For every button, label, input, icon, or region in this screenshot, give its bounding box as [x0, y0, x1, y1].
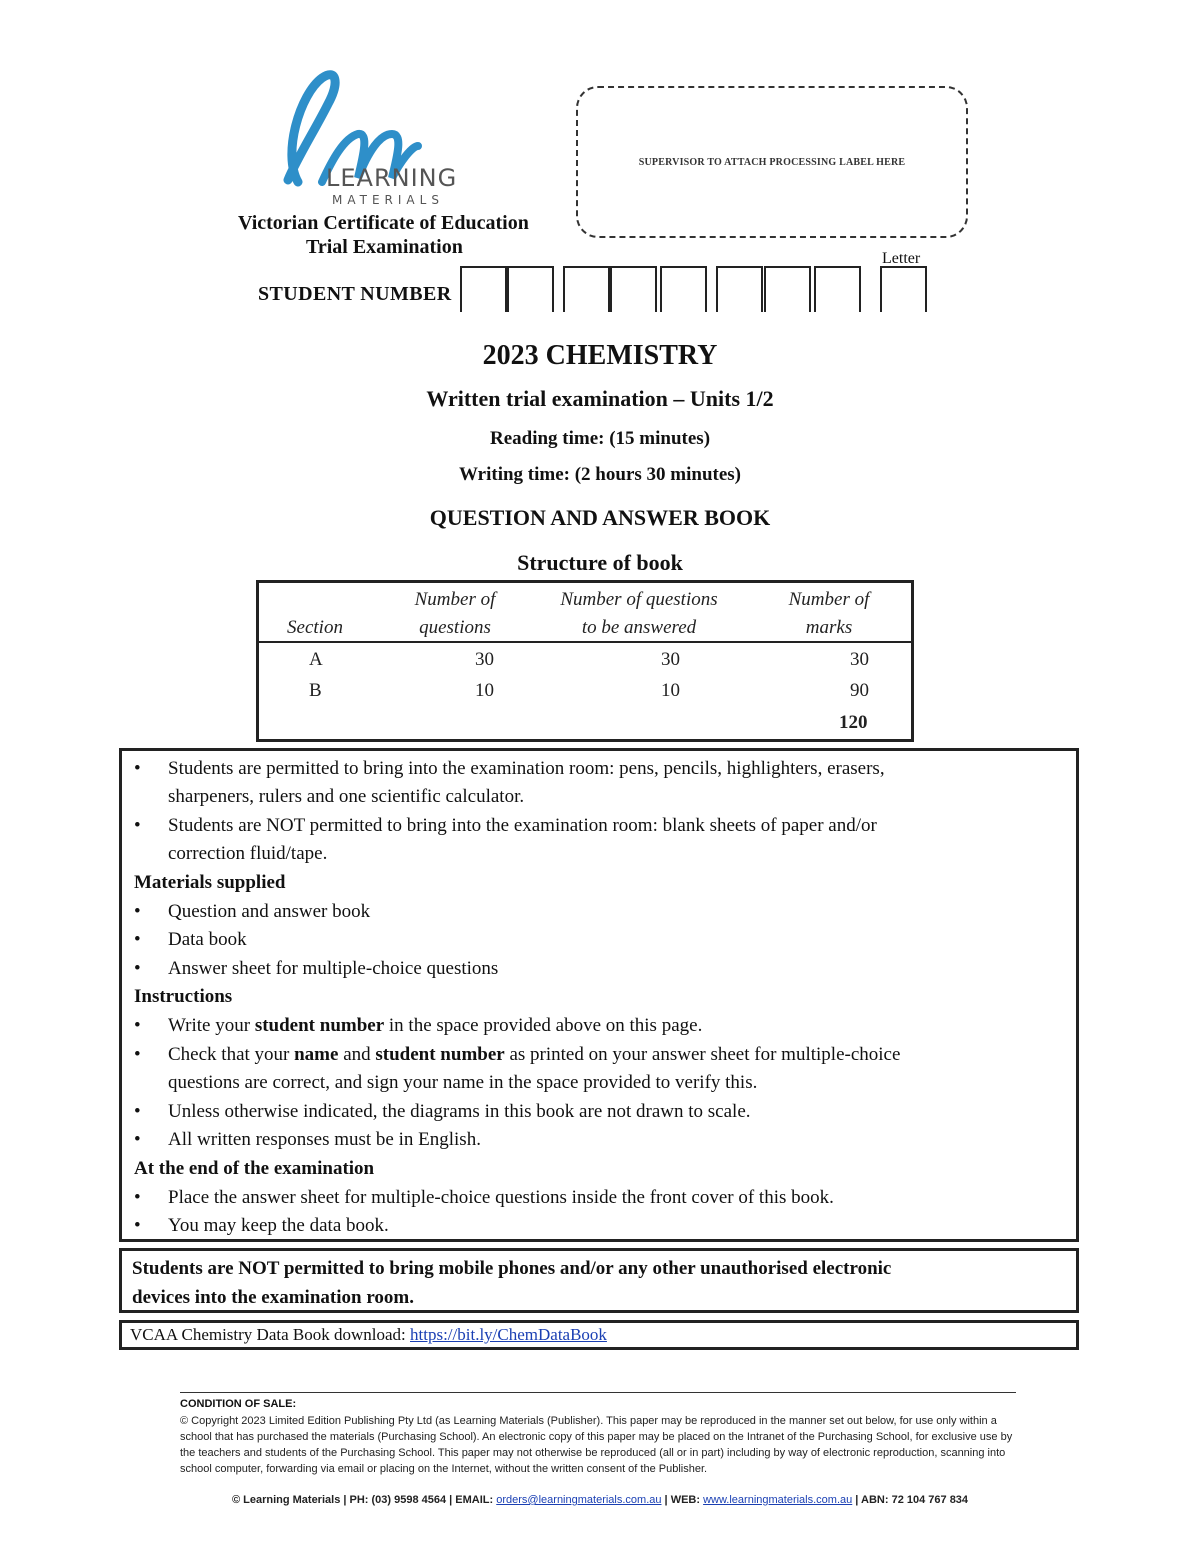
material-item: Data book — [168, 929, 247, 950]
row-a-marks: 30 — [850, 649, 869, 670]
web-link[interactable]: www.learningmaterials.com.au — [703, 1494, 853, 1506]
bullet: • — [134, 958, 141, 979]
text-part: Check that your — [168, 1044, 295, 1065]
instruction-english: All written responses must be in English. — [168, 1129, 481, 1150]
material-item: Question and answer book — [168, 901, 371, 922]
bullet: • — [134, 929, 141, 950]
learning-materials-logo — [262, 64, 482, 214]
row-b-section: B — [309, 680, 322, 701]
permitted-items-line2: sharpeners, rulers and one scientific calculator. — [168, 786, 525, 807]
databook-box — [119, 1320, 1079, 1350]
student-number-box[interactable] — [507, 266, 554, 312]
contact-prefix: © Learning Materials | PH: (03) 9598 4564 | EMAIL: — [231, 1494, 497, 1506]
student-number-box[interactable] — [814, 266, 861, 312]
abn: | ABN: 72 104 767 834 — [852, 1494, 969, 1506]
student-number-box[interactable] — [610, 266, 657, 312]
bullet: • — [134, 815, 141, 836]
contact-line — [0, 1494, 1200, 1506]
text-bold: student number — [375, 1044, 505, 1065]
bullet: • — [134, 1101, 141, 1122]
row-b-marks: 90 — [850, 680, 869, 701]
header-to-answer-1: Number of questions — [560, 589, 718, 610]
bullet: • — [134, 901, 141, 922]
bullet: • — [134, 1044, 141, 1065]
logo-word-learning: LEARNING — [326, 164, 458, 192]
instructions-heading: Instructions — [134, 986, 233, 1007]
total-marks: 120 — [839, 712, 868, 733]
databook-prefix: VCAA Chemistry Data Book download: — [130, 1325, 411, 1344]
subject-title: 2023 CHEMISTRY — [482, 340, 718, 371]
instruction-check-name-line2: questions are correct, and sign your name in the space provided to verify this. — [168, 1072, 758, 1093]
student-number-box[interactable] — [460, 266, 507, 312]
end-keep-data-book: You may keep the data book. — [168, 1215, 389, 1236]
header-num-questions-2: questions — [419, 617, 491, 638]
student-letter-box[interactable] — [880, 266, 927, 312]
row-b-answered: 10 — [661, 680, 680, 701]
structure-heading: Structure of book — [517, 550, 683, 575]
instruction-diagrams: Unless otherwise indicated, the diagrams in this book are not drawn to scale. — [168, 1101, 751, 1122]
instruction-check-name — [168, 1041, 900, 1069]
bullet: • — [134, 1015, 141, 1036]
writing-time: Writing time: (2 hours 30 minutes) — [459, 464, 741, 485]
header-section: Section — [287, 617, 343, 638]
materials-heading: Materials supplied — [134, 872, 286, 893]
student-number-label: STUDENT NUMBER — [258, 283, 452, 305]
row-a-questions: 30 — [475, 649, 494, 670]
header-marks-1: Number of — [788, 589, 870, 610]
logo-word-materials: MATERIALS — [332, 193, 444, 207]
mobile-phone-warning — [119, 1248, 1079, 1313]
letter-label: Letter — [882, 250, 921, 267]
text-bold: student number — [254, 1015, 385, 1036]
bullet: • — [134, 758, 141, 779]
org-line-1: Victorian Certificate of Education — [238, 212, 529, 234]
row-a-section: A — [309, 649, 323, 670]
end-answer-sheet: Place the answer sheet for multiple-choice questions inside the front cover of this book. — [168, 1187, 834, 1208]
exam-title: Written trial examination – Units 1/2 — [426, 386, 774, 411]
material-item: Answer sheet for multiple-choice questions — [168, 958, 499, 979]
text-part: in the space provided above on this page. — [384, 1015, 703, 1036]
student-number-box[interactable] — [563, 266, 610, 312]
bullet: • — [134, 1129, 141, 1150]
bullet: • — [134, 1215, 141, 1236]
not-permitted-line2: correction fluid/tape. — [168, 843, 328, 864]
book-title: QUESTION AND ANSWER BOOK — [429, 505, 771, 530]
text-part: and — [338, 1044, 376, 1065]
structure-table — [256, 580, 914, 742]
databook-link[interactable]: https://bit.ly/ChemDataBook — [410, 1325, 607, 1344]
row-a-answered: 30 — [661, 649, 680, 670]
web-prefix: | WEB: — [661, 1494, 704, 1506]
row-b-questions: 10 — [475, 680, 494, 701]
permitted-items-line1: Students are permitted to bring into the examination room: pens, pencils, highlighters, erasers, — [168, 758, 885, 779]
email-link[interactable]: orders@learningmaterials.com.au — [496, 1494, 662, 1506]
header-to-answer-2: to be answered — [581, 617, 697, 638]
footer-divider — [180, 1392, 1016, 1393]
reading-time: Reading time: (15 minutes) — [489, 428, 711, 449]
warning-line2: devices into the examination room. — [132, 1287, 414, 1308]
not-permitted-line1: Students are NOT permitted to bring into the examination room: blank sheets of paper and/or — [168, 815, 877, 836]
end-heading: At the end of the examination — [134, 1158, 375, 1179]
warning-line1: Students are NOT permitted to bring mobile phones and/or any other unauthorised electronic — [132, 1258, 892, 1279]
instruction-student-number — [168, 1012, 702, 1040]
header-num-questions-1: Number of — [414, 589, 496, 610]
header-marks-2: marks — [805, 617, 853, 638]
org-line-2: Trial Examination — [306, 236, 463, 258]
bullet: • — [134, 1187, 141, 1208]
condition-title: CONDITION OF SALE: — [180, 1398, 297, 1410]
condition-text: © Copyright 2023 Limited Edition Publishing Pty Ltd (as Learning Materials (Publisher). This paper may be reproduced in the manner set out below, for use only within a school that has purchased the materials (Purchasing School). An electronic copy of this paper may be placed on the Intranet of the Purchasing School, for exclusive use by the teachers and students of the Purchasing School. This paper may not otherwise be reproduced (all or in part) including by way of electronic reproduction, scanning into school computer, forwarding via email or placing on the Internet, without the written consent of the Publisher. — [180, 1415, 1013, 1475]
student-number-box[interactable] — [660, 266, 707, 312]
instructions-box — [119, 748, 1079, 1242]
text-bold: name — [294, 1044, 339, 1065]
processing-label-text: SUPERVISOR TO ATTACH PROCESSING LABEL HERE — [638, 156, 906, 168]
student-number-box[interactable] — [716, 266, 763, 312]
processing-label-box — [576, 86, 968, 238]
student-number-box[interactable] — [764, 266, 811, 312]
text-part: as printed on your answer sheet for multiple-choice — [504, 1044, 901, 1065]
text-part: Write your — [168, 1015, 255, 1036]
